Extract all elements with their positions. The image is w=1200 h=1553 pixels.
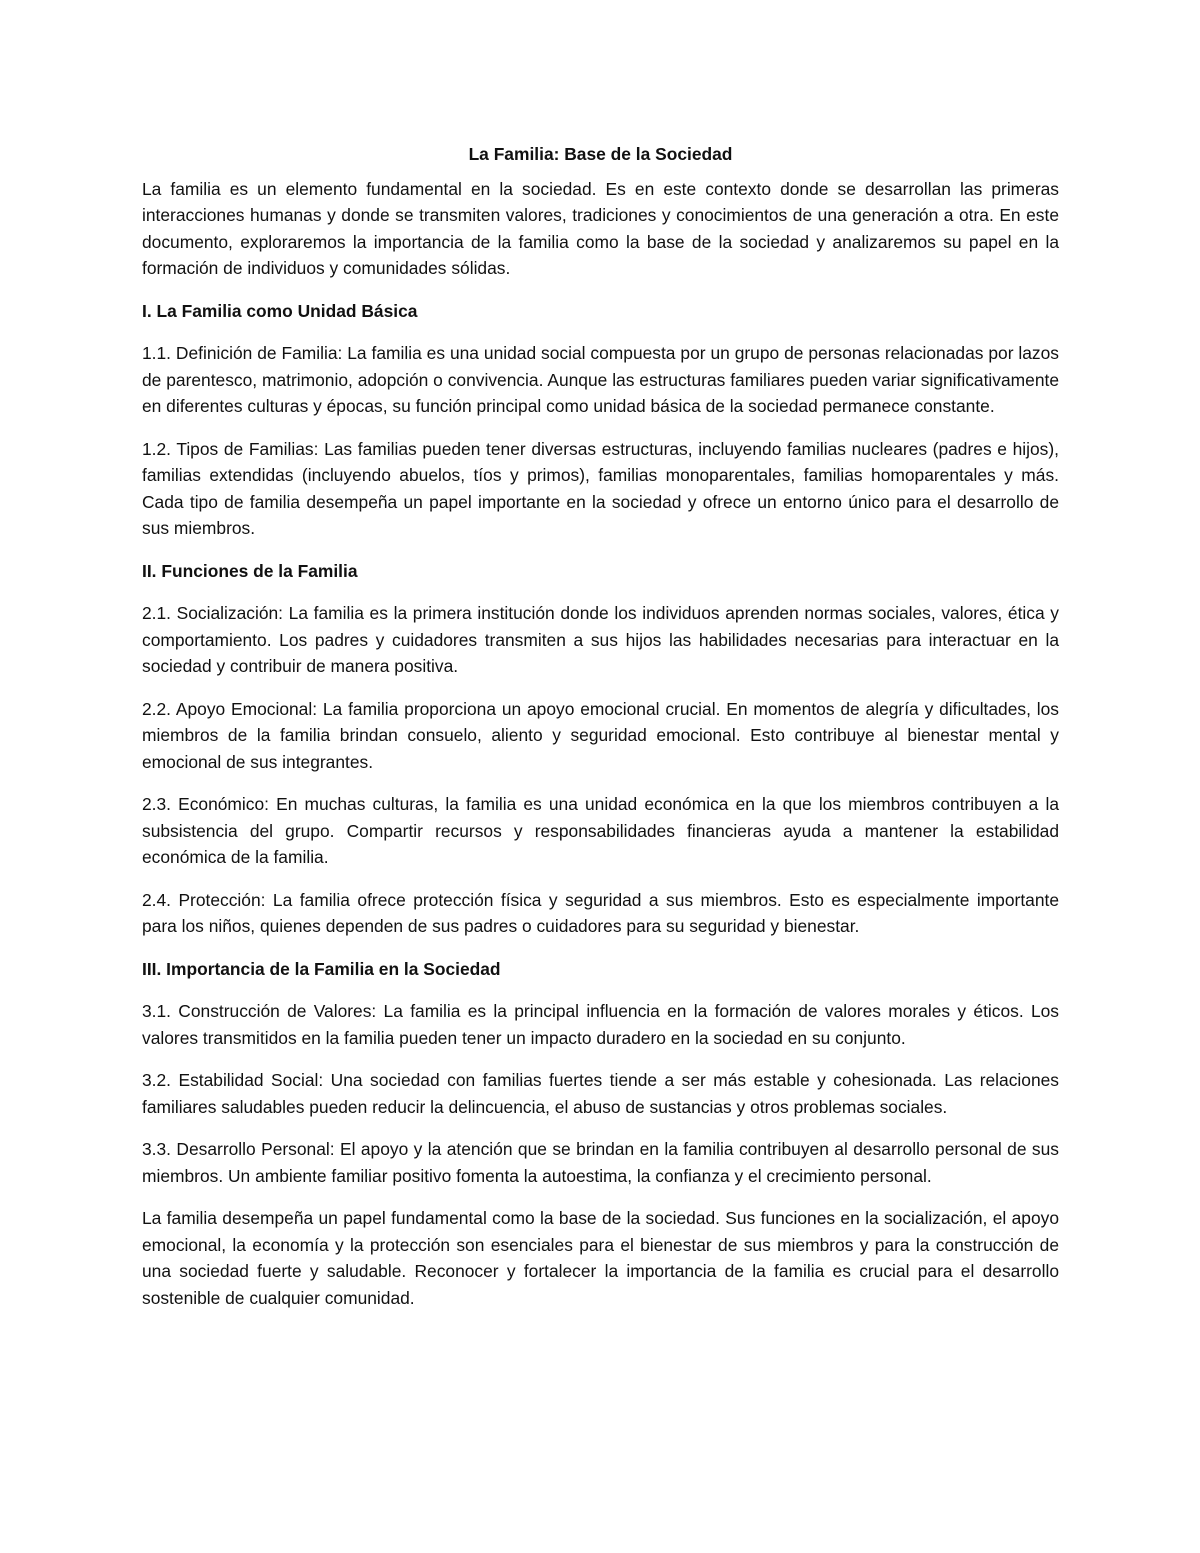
document-title: La Familia: Base de la Sociedad: [468, 144, 733, 164]
section-heading-1: I. La Familia como Unidad Básica: [142, 300, 418, 321]
paragraph-3-1: 3.1. Construcción de Valores: La familia es la principal influencia en la formación de valores morales y éticos. Los valores transmitidos en la familia pueden tener un impacto duradero en la sociedad en su conjunto.: [142, 1001, 1059, 1048]
conclusion-paragraph: La familia desempeña un papel fundamental como la base de la sociedad. Sus funciones en la socialización, el apoyo emocional, la economía y la protección son esenciales para el bienestar de sus miembros y para la construcción de una sociedad fuerte y saludable. Reconocer y fortalecer la importancia de la familia es crucial para el desarrollo sostenible de cualquier comunidad.: [142, 1208, 1059, 1308]
paragraph-3-3: 3.3. Desarrollo Personal: El apoyo y la atención que se brindan en la familia contribuyen al desarrollo personal de sus miembros. Un ambiente familiar positivo fomenta la autoestima, la confianza y el crecimiento personal.: [142, 1139, 1059, 1186]
paragraph-3-2: 3.2. Estabilidad Social: Una sociedad con familias fuertes tiende a ser más estable y cohesionada. Las relaciones familiares saludables pueden reducir la delincuencia, el abuso de sustancias y otros problemas sociales.: [142, 1070, 1059, 1117]
paragraph-2-4: 2.4. Protección: La familia ofrece protección física y seguridad a sus miembros. Esto es especialmente importante para los niños, quienes dependen de sus padres o cuidadores para su seguridad y bienestar.: [142, 889, 1059, 936]
paragraph-1-1: 1.1. Definición de Familia: La familia es una unidad social compuesta por un grupo de personas relacionadas por lazos de parentesco, matrimonio, adopción o convivencia. Aunque las estructuras familiares pueden variar significativamente en diferentes culturas y épocas, su función principal como unidad básica de la sociedad permanece constante.: [142, 343, 1059, 416]
intro-paragraph: La familia es un elemento fundamental en la sociedad. Es en este contexto donde se desarrollan las primeras interacciones humanas y donde se transmiten valores, tradiciones y conocimientos de una generación a otra. En este documento, exploraremos la importancia de la familia como la base de la sociedad y analizaremos su papel en la formación de individuos y comunidades sólidas.: [142, 178, 1059, 278]
paragraph-2-1: 2.1. Socialización: La familia es la primera institución donde los individuos aprenden normas sociales, valores, ética y comportamiento. Los padres y cuidadores transmiten a sus hijos las habilidades necesarias para interactuar en la sociedad y contribuir de manera positiva.: [142, 603, 1059, 676]
document-body: [142, 140, 1059, 1327]
paragraph-1-2: 1.2. Tipos de Familias: Las familias pueden tener diversas estructuras, incluyendo familias nucleares (padres e hijos), familias extendidas (incluyendo abuelos, tíos y primos), familias monoparentales, familias homoparentales y más. Cada tipo de familia desempeña un papel importante en la sociedad y ofrece un entorno único para el desarrollo de sus miembros.: [142, 438, 1059, 538]
paragraph-2-3: 2.3. Económico: En muchas culturas, la familia es una unidad económica en la que los miembros contribuyen a la subsistencia del grupo. Compartir recursos y responsabilidades financieras ayuda a mantener la estabilidad económica de la familia.: [142, 794, 1059, 867]
paragraph-2-2: 2.2. Apoyo Emocional: La familia proporciona un apoyo emocional crucial. En momentos de alegría y dificultades, los miembros de la familia brindan consuelo, aliento y seguridad emocional. Esto contribuye al bienestar mental y emocional de sus integrantes.: [142, 698, 1059, 772]
section-heading-3: III. Importancia de la Familia en la Sociedad: [142, 958, 501, 979]
section-heading-2: II. Funciones de la Familia: [142, 560, 358, 581]
